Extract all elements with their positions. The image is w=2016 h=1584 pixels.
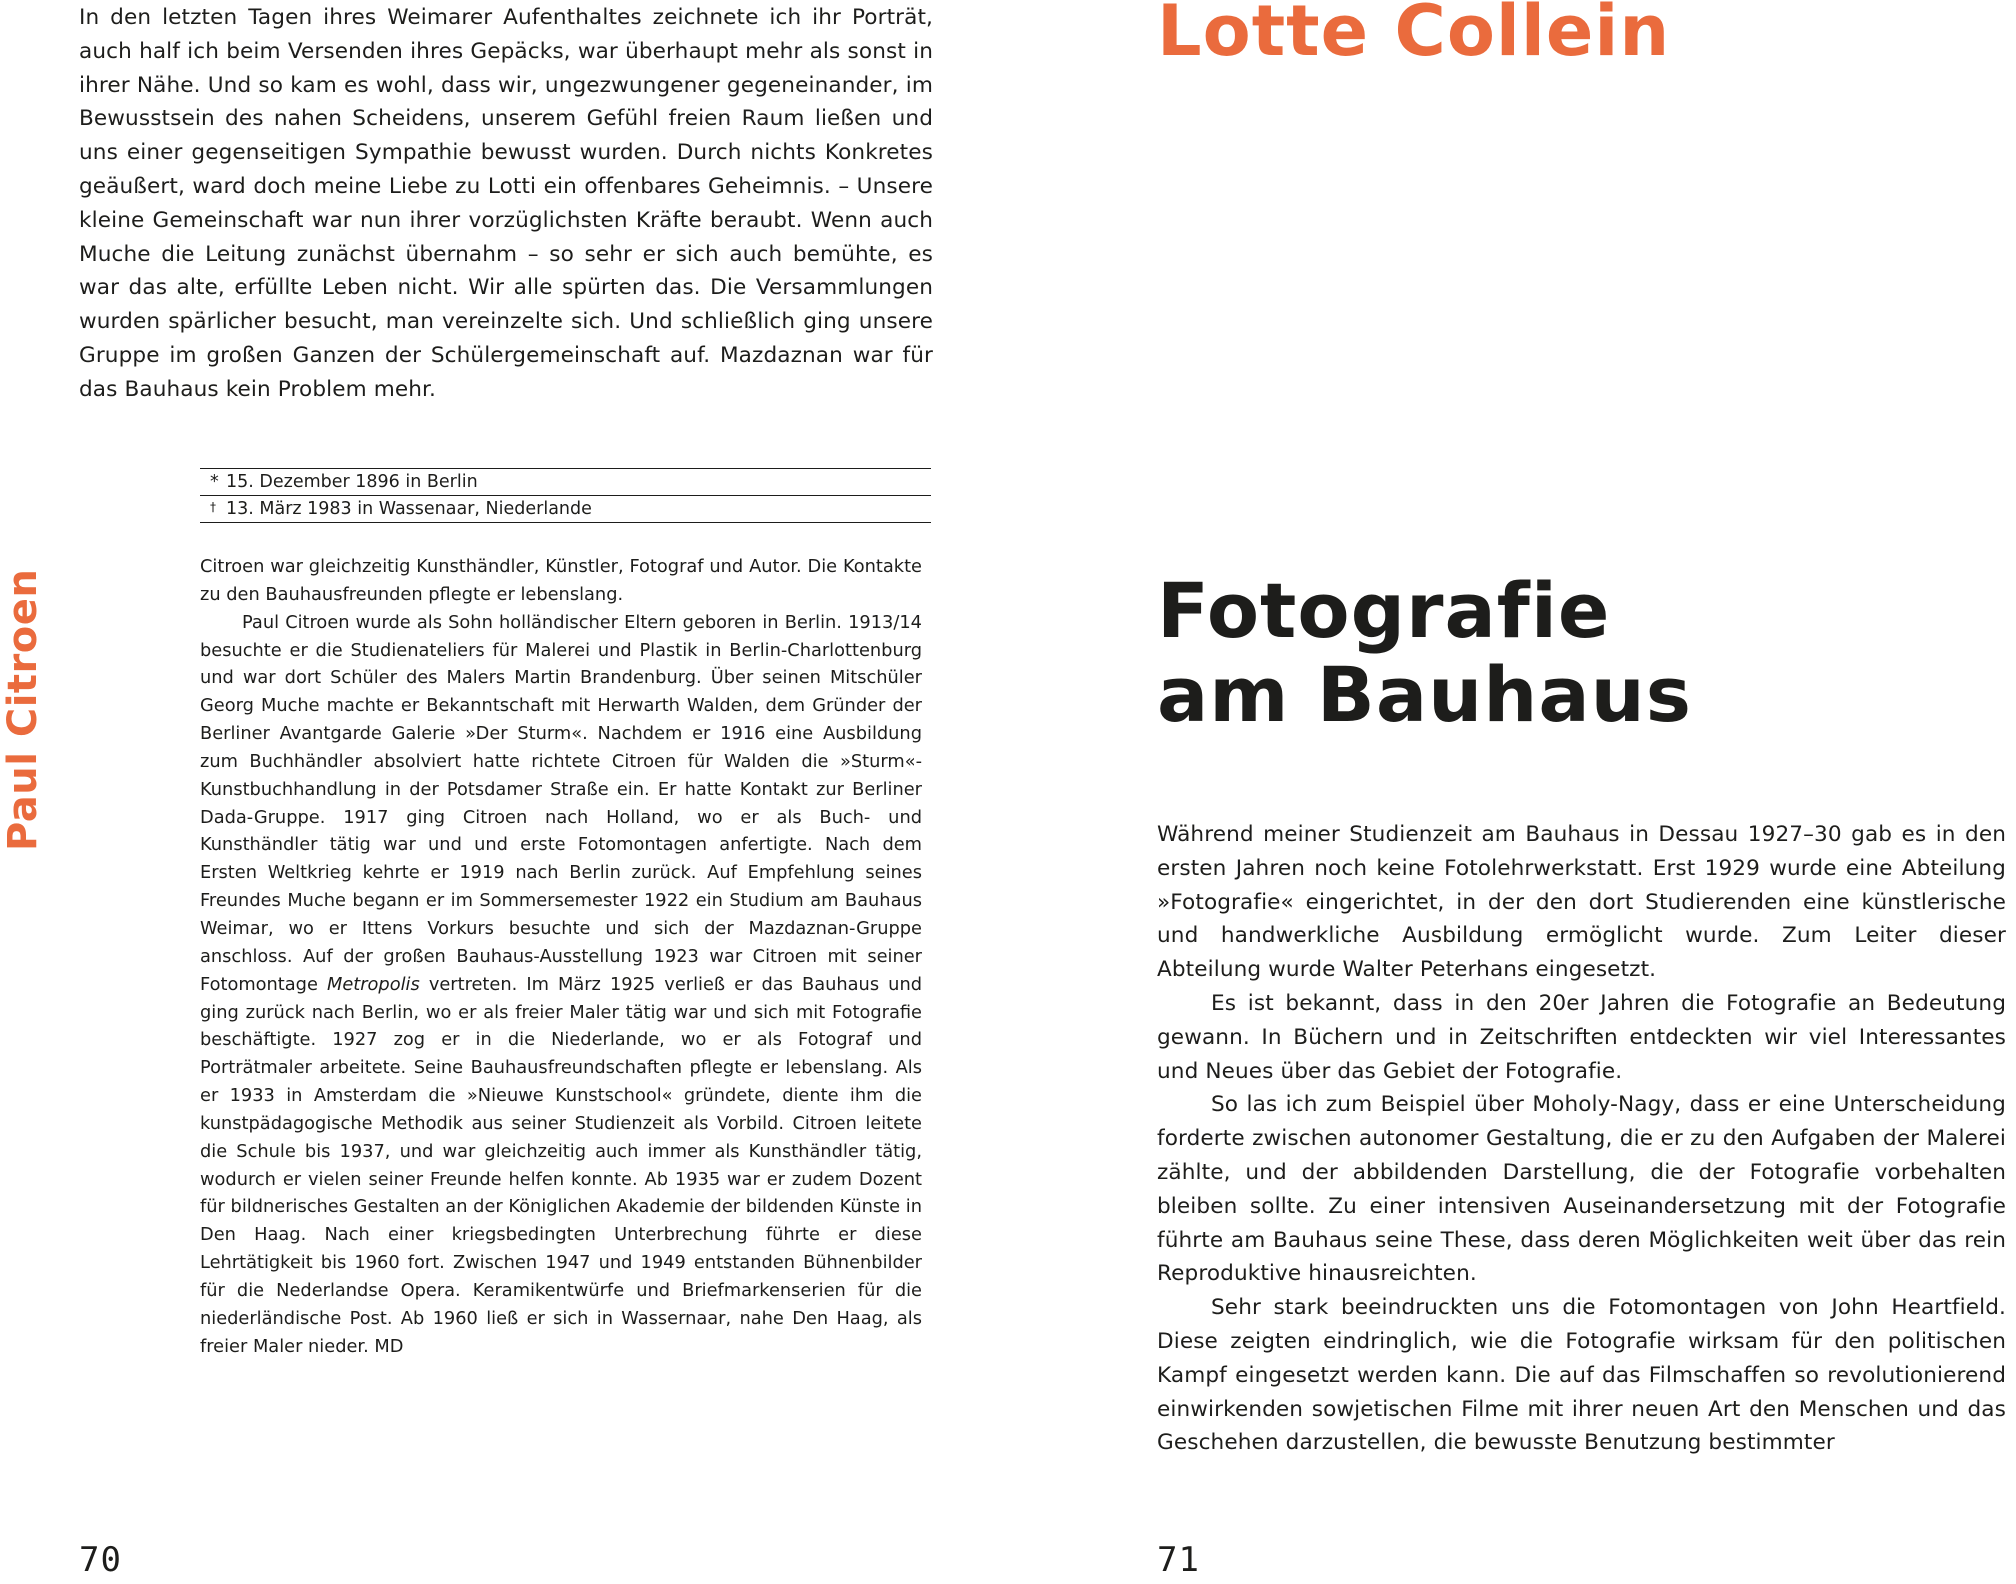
chapter-paragraph: Sehr stark beeindruckten uns die Fotomontagen von John Heartfield. Diese zeigten eindringlich, wie die Fotografie wirksam für den politischen Kampf eingesetzt werden kann. Die auf das Filmschaffen so revolutionierend einwirkenden sowjetischen Filme mit ihrer neuen Art den Menschen und das Geschehen darzustellen, die bewusste Benutzung bestimmter xyxy=(1157,1295,2006,1456)
biography xyxy=(200,553,922,1360)
chapter-paragraph: Während meiner Studienzeit am Bauhaus in Dessau 1927–30 gab es in den ersten Jahren noch keine Fotolehrwerkstatt. Erst 1929 wurde eine Abteilung »Fotografie« eingerichtet, in der den dort Studierenden eine künstlerische und handwerkliche Ausbildung ermöglicht wurde. Zum Leiter dieser Abteilung wurde Walter Peterhans eingesetzt. xyxy=(1157,822,2006,983)
chapter-paragraph: So las ich zum Beispiel über Moholy-Nagy, dass er eine Unterscheidung forderte zwischen autonomer Gestaltung, die er zu den Aufgaben der Malerei zählte, und der abbildenden Darstellung, die der Fotografie vorbehalten bleiben sollte. Zu einer intensiven Auseinandersetzung mit der Fotografie führte am Bauhaus seine These, dass deren Möglichkeiten weit über das rein Reproduktive hinausreichten. xyxy=(1157,1092,2006,1287)
page-number-left: 70 xyxy=(79,1540,122,1580)
chapter-title xyxy=(1157,566,1692,739)
birth-row xyxy=(200,468,931,495)
birth-date: 15. Dezember 1896 in Berlin xyxy=(226,472,478,492)
intro-paragraph-text: In den letzten Tagen ihres Weimarer Aufenthaltes zeichnete ich ihr Porträt, auch half ich beim Versenden ihres Gepäcks, war überhaupt mehr als sonst in ihrer Nähe. Und so kam es wohl, dass wir, ungezwungener gegeneinander, im Bewusstsein des nahen Scheidens, unserem Gefühl freien Raum ließen und uns einer gegenseitigen Sympathie bewusst wurden. Durch nichts Konkretes geäußert, ward doch meine Liebe zu Lotti ein offenbares Geheimnis. – Unsere kleine Gemeinschaft war nun ihrer vorzüglichsten Kräfte beraubt. Wenn auch Muche die Leitung zunächst übernahm – so sehr er sich auch bemühte, es war das alte, erfüllte Leben nicht. Wir alle spürten das. Die Versammlungen wurden spärlicher besucht, man vereinzelte sich. Und schließlich ging unsere Gruppe im großen Ganzen der Schülergemeinschaft auf. Mazdaznan war für das Bauhaus kein Problem mehr. xyxy=(79,5,933,402)
vertical-person-name: Paul Citroen xyxy=(0,568,46,851)
artwork-title: Metropolis xyxy=(326,973,420,995)
intro-paragraph xyxy=(79,1,933,407)
chapter-title-line-2: am Bauhaus xyxy=(1157,650,1692,739)
death-symbol: † xyxy=(210,500,216,514)
death-row xyxy=(200,495,931,523)
bio-paragraph-2 xyxy=(200,609,922,1361)
page-number-right: 71 xyxy=(1157,1540,1200,1580)
author-name-heading: Lotte Collein xyxy=(1157,0,1671,72)
bio-text-part-1: Paul Citroen wurde als Sohn holländischer Eltern geboren in Berlin. 1913/14 besuchte er die Studienateliers für Malerei und Plastik in Berlin-Charlottenburg und war dort Schüler des Malers Martin Brandenburg. Über seinen Mitschüler Georg Muche machte er Bekanntschaft mit Herwarth Walden, dem Gründer der Berliner Avantgarde Galerie »Der Sturm«. Nachdem er 1916 eine Ausbildung zum Buchhändler absolviert hatte richtete Citroen für Walden die »Sturm«-Kunstbuchhandlung in der Potsdamer Straße ein. Er hatte Kontakt zur Berliner Dada-Gruppe. 1917 ging Citroen nach Holland, wo er als Buch- und Kunsthändler tätig war und und erste Fotomontagen anfertigte. Nach dem Ersten Weltkrieg kehrte er 1919 nach Berlin zurück. Auf Empfehlung seines Freundes Muche begann er im Sommersemester 1922 ein Studium am Bauhaus Weimar, wo er Ittens Vorkurs besuchte und sich der Mazdaznan-Gruppe anschloss. Auf der großen Bauhaus-Ausstellung 1923 war Citroen mit seiner Fotomontage xyxy=(200,611,922,995)
life-dates xyxy=(200,468,931,523)
bio-paragraph-1: Citroen war gleichzeitig Kunsthändler, Künstler, Fotograf und Autor. Die Kontakte zu den Bauhausfreunden pflegte er lebenslang. xyxy=(200,556,922,605)
bio-text-part-2: vertreten. Im März 1925 verließ er das Bauhaus und ging zurück nach Berlin, wo er als freier Maler tätig war und sich mit Fotografie beschäftigte. 1927 zog er in die Niederlande, wo er als Fotograf und Porträtmaler arbeitete. Seine Bauhausfreundschaften pflegte er lebenslang. Als er 1933 in Amsterdam die »Nieuwe Kunstschool« gründete, diente ihm die kunstpädagogische Methodik aus seiner Studienzeit als Vorbild. Citroen leitete die Schule bis 1937, und war gleichzeitig auch immer als Kunsthändler tätig, wodurch er vielen seiner Freunde helfen konnte. Ab 1935 war er zudem Dozent für bildnerisches Gestalten an der Königlichen Akademie der bildenden Künste in Den Haag. Nach einer kriegsbedingten Unterbrechung führte er diese Lehrtätigkeit bis 1960 fort. Zwischen 1947 und 1949 entstanden Bühnenbilder für die Nederlandse Opera. Keramikentwürfe und Briefmarkenserien für die niederländische Post. Ab 1960 ließ er sich in Wassernaar, nahe Den Haag, als freier Maler nieder. MD xyxy=(200,973,923,1357)
chapter-body xyxy=(1157,818,2006,1460)
chapter-title-line-1: Fotografie xyxy=(1157,566,1611,655)
chapter-paragraph: Es ist bekannt, dass in den 20er Jahren die Fotografie an Bedeutung gewann. In Büchern und in Zeitschriften entdeckten wir viel Interessantes und Neues über das Gebiet der Fotografie. xyxy=(1157,990,2006,1084)
death-date: 13. März 1983 in Wassenaar, Niederlande xyxy=(226,499,592,519)
birth-symbol: * xyxy=(210,472,219,492)
